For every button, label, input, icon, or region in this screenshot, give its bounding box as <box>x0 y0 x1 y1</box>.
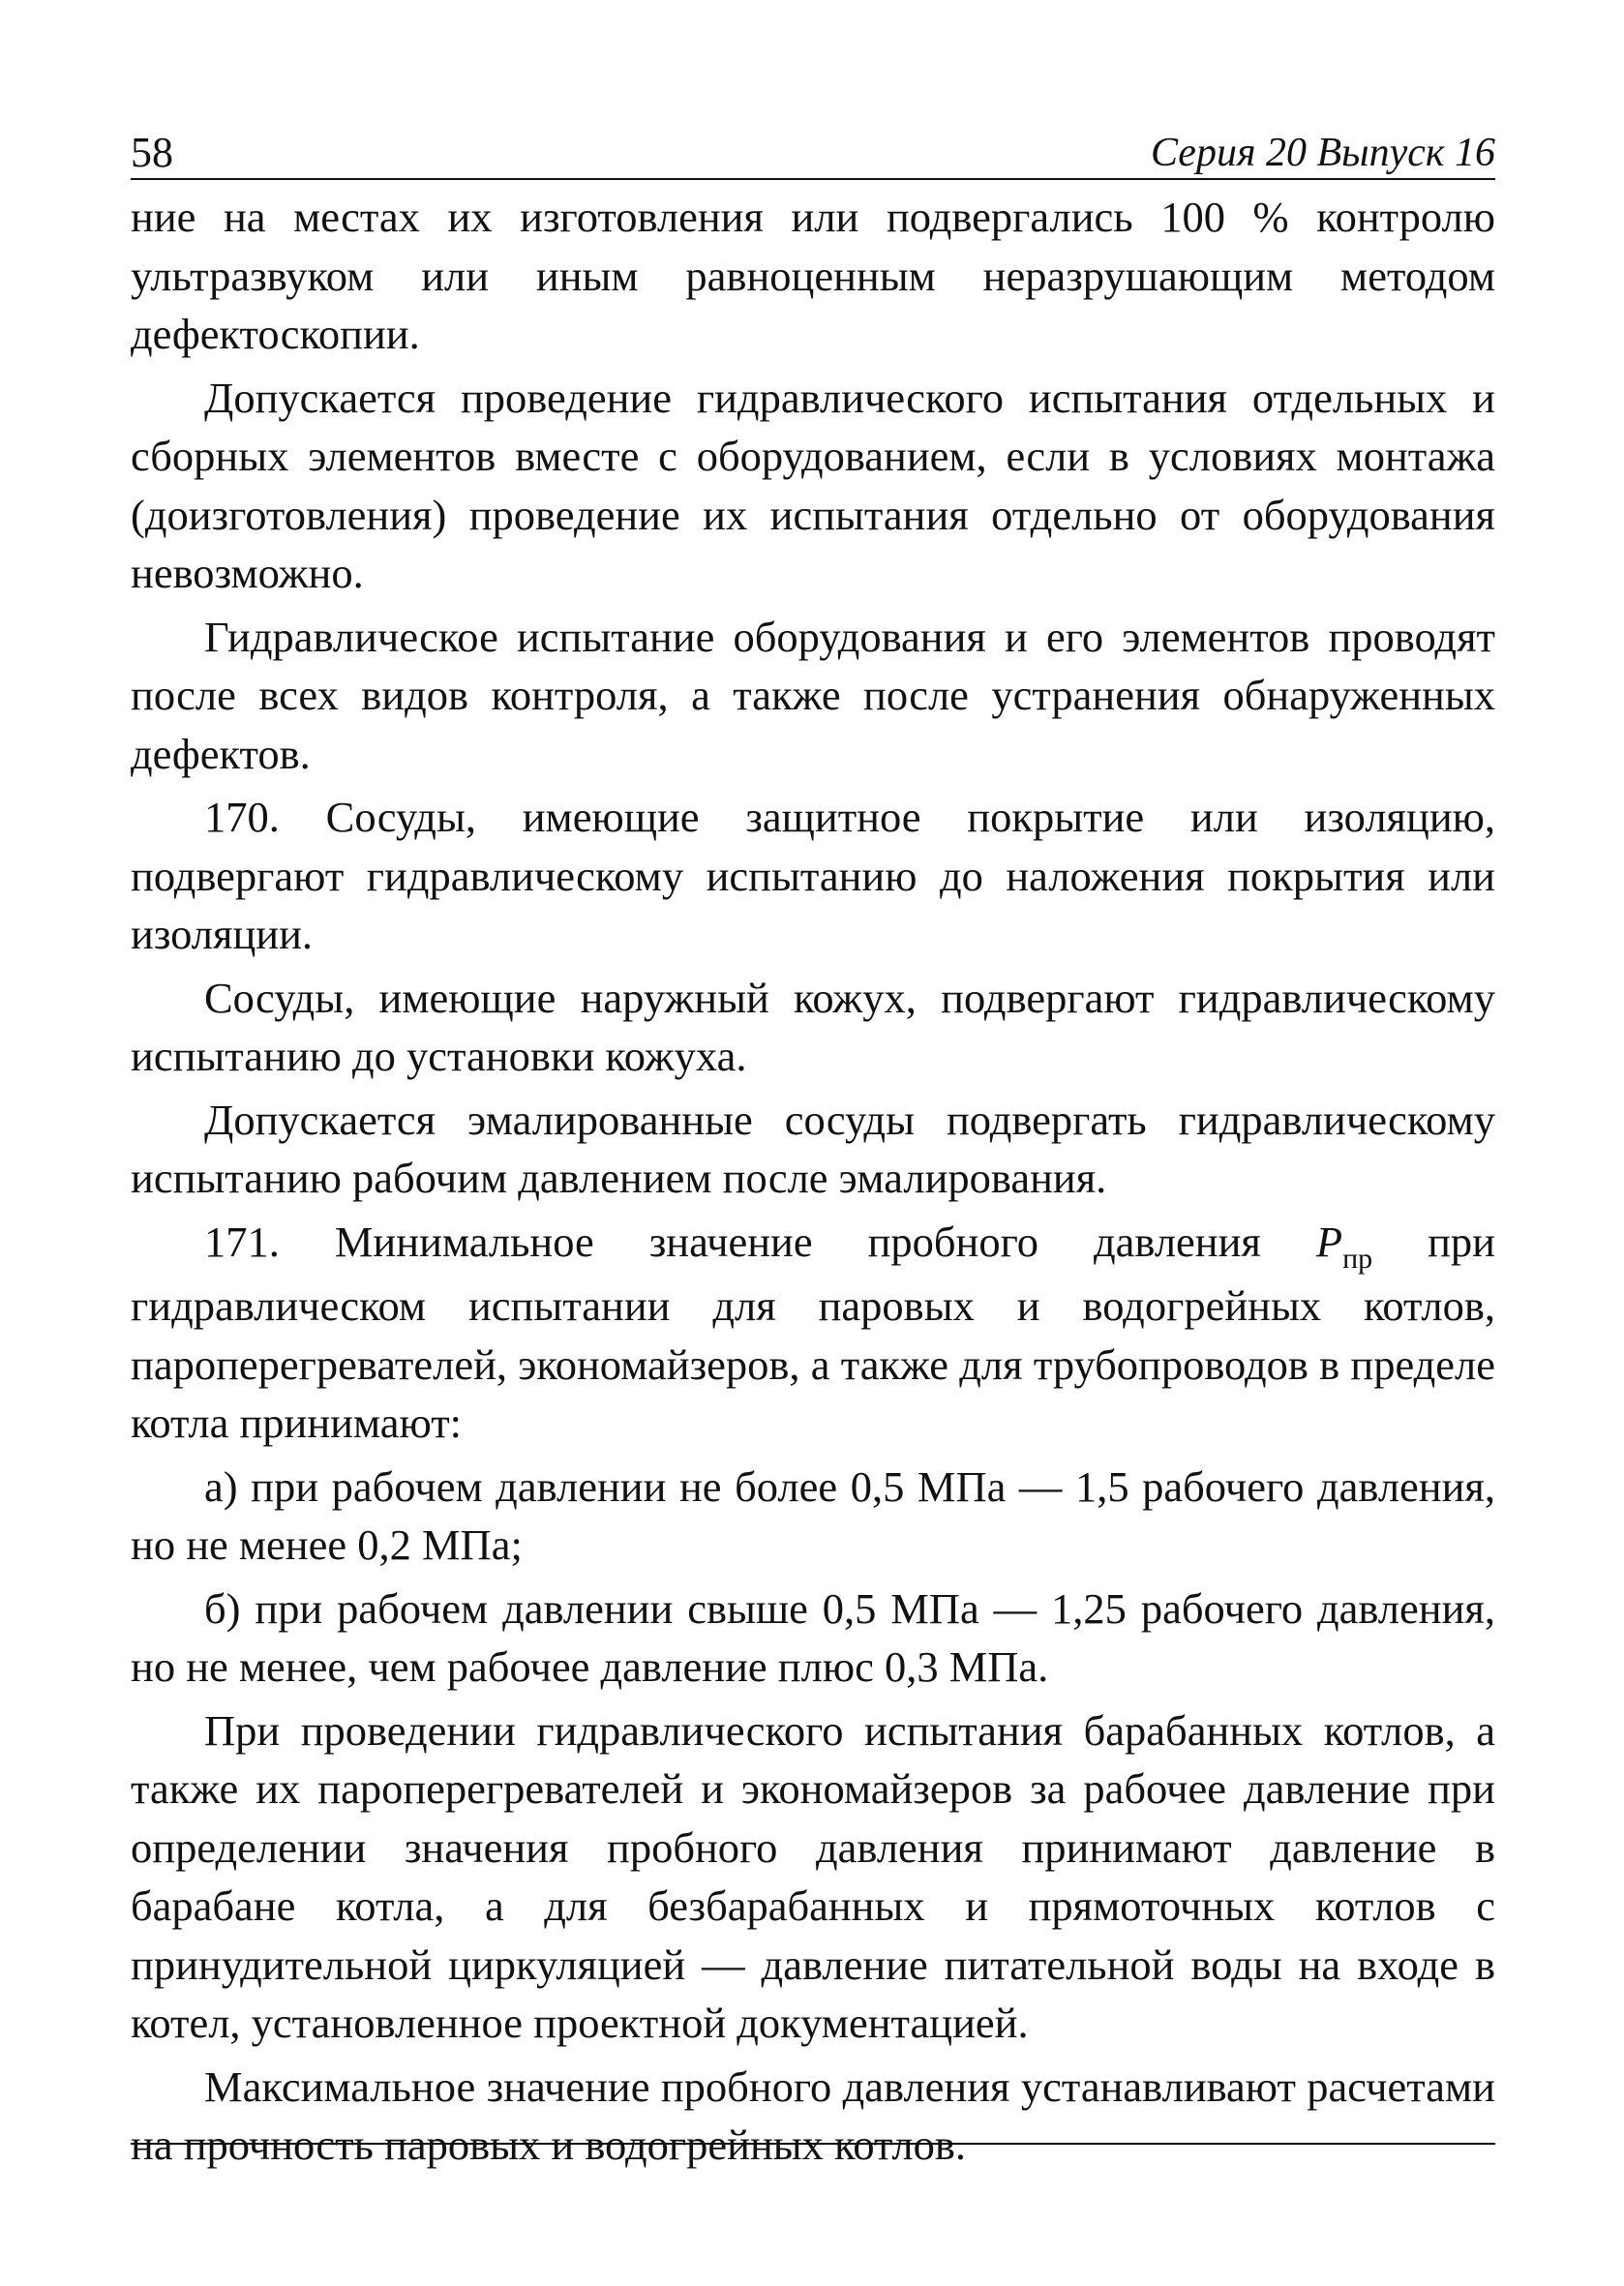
paragraph: При проведении гидравлического испытания барабанных котлов, а также их пароперегревателей и экономайзеров за рабочее давление при определении значения пробного давления принимают давление в барабане котла, а для безбарабанных и прямоточных котлов с принудительной циркуляцией — давление питательной воды на входе в котел, установленное проектной документацией. <box>131 1705 1495 2047</box>
pressure-symbol-subscript: пр <box>1342 1242 1373 1275</box>
p171-text-after: при гидравлическом испытании для паровых и водогрейных котлов, пароперегревателей, экономайзеров, а также для трубопроводов в пределе котла принимают: <box>131 1217 1495 1447</box>
document-page <box>131 116 1495 2180</box>
paragraph: Максимальное значение пробного давления устанавливают расчетами на прочность паровых и водогрейных котлов. <box>131 2061 1495 2169</box>
list-item-b: б) при рабочем давлении свыше 0,5 МПа — 1,25 рабочего давления, но не менее, чем рабочее давление плюс 0,3 МПа. <box>131 1583 1495 1691</box>
footer-divider <box>131 2143 1495 2145</box>
paragraph: Допускается проведение гидравлического испытания отдельных и сборных элементов вместе с оборудованием, если в условиях монтажа (доизготовления) проведение их испытания отдельно от оборудования невозможно. <box>131 373 1495 597</box>
pressure-symbol-letter: P <box>1315 1217 1343 1266</box>
paragraph-continuation: ние на местах их изготовления или подвергались 100 % контролю ультразвуком или иным равноценным неразрушающим методом дефектоскопии. <box>131 193 1495 358</box>
paragraph-item-170: 170. Сосуды, имеющие защитное покрытие или изоляцию, подвергают гидравлическому испытанию до наложения покрытия или изоляции. <box>131 793 1495 958</box>
page-number: 58 <box>131 129 173 176</box>
p171-text-before: 171. Минимальное значение пробного давления <box>204 1217 1316 1266</box>
series-title: Серия 20 Выпуск 16 <box>1151 131 1495 175</box>
paragraph: Допускается эмалированные сосуды подвергать гидравлическому испытанию рабочим давлением после эмалирования. <box>131 1095 1495 1202</box>
page-header <box>131 116 1495 180</box>
list-item-a: а) при рабочем давлении не более 0,5 МПа — 1,5 рабочего давления, но не менее 0,2 МПа; <box>131 1461 1495 1569</box>
paragraph: Гидравлическое испытание оборудования и его элементов проводят после всех видов контроля, а также после устранения обнаруженных дефектов. <box>131 612 1495 778</box>
paragraph-item-171 <box>131 1213 1495 1453</box>
body-text <box>131 188 1495 2175</box>
paragraph: Сосуды, имеющие наружный кожух, подвергают гидравлическому испытанию до установки кожуха. <box>131 973 1495 1080</box>
pressure-symbol <box>1315 1217 1373 1275</box>
